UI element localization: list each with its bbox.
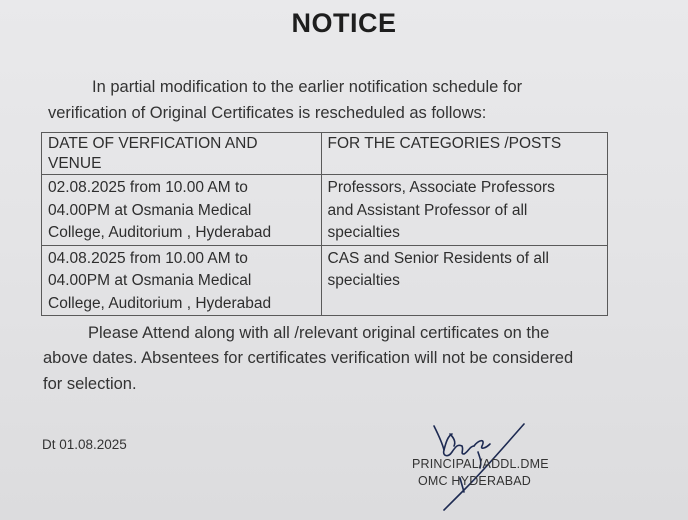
venue-line: 04.00PM at Osmania Medical bbox=[48, 201, 252, 219]
table-row bbox=[42, 175, 608, 246]
category-line: specialties bbox=[327, 272, 400, 289]
category-cell bbox=[321, 245, 608, 316]
header-categories: FOR THE CATEGORIES /POSTS bbox=[321, 133, 608, 175]
venue-cell bbox=[42, 175, 322, 246]
table-header-row bbox=[42, 133, 608, 175]
notice-title: NOTICE bbox=[291, 8, 397, 38]
venue-line: 04.08.2025 from 10.00 AM to bbox=[48, 249, 248, 267]
intro-line-1: In partial modification to the earlier notification schedule for bbox=[92, 78, 523, 96]
category-cell bbox=[321, 175, 608, 246]
category-line: specialties bbox=[327, 224, 400, 241]
designation-line-1: PRINCIPAL/ADDL.DME bbox=[412, 457, 549, 471]
category-line: and Assistant Professor of all bbox=[327, 201, 528, 219]
header-date-venue: DATE OF VERFICATION AND VENUE bbox=[42, 133, 322, 175]
category-line: Professors, Associate Professors bbox=[327, 179, 555, 196]
venue-line: College, Auditorium , Hyderabad bbox=[48, 294, 272, 312]
intro-line-2: verification of Original Certificates is rescheduled as follows: bbox=[48, 104, 487, 122]
venue-line: College, Auditorium , Hyderabad bbox=[48, 224, 272, 241]
venue-cell bbox=[42, 245, 322, 316]
category-line: CAS and Senior Residents of all bbox=[327, 249, 549, 267]
instruction-line-2: above dates. Absentees for certificates verification will not be considered bbox=[43, 349, 574, 367]
notice-date: Dt 01.08.2025 bbox=[42, 437, 127, 452]
designation-line-2: OMC HYDERABAD bbox=[418, 474, 532, 488]
instruction-line-1: Please Attend along with all /relevant original certificates on the bbox=[88, 324, 550, 342]
instruction-line-3: for selection. bbox=[43, 375, 137, 393]
venue-line: 04.00PM at Osmania Medical bbox=[48, 272, 252, 289]
schedule-table bbox=[41, 132, 608, 316]
venue-line: 02.08.2025 from 10.00 AM to bbox=[48, 179, 248, 196]
table-row bbox=[42, 245, 608, 316]
